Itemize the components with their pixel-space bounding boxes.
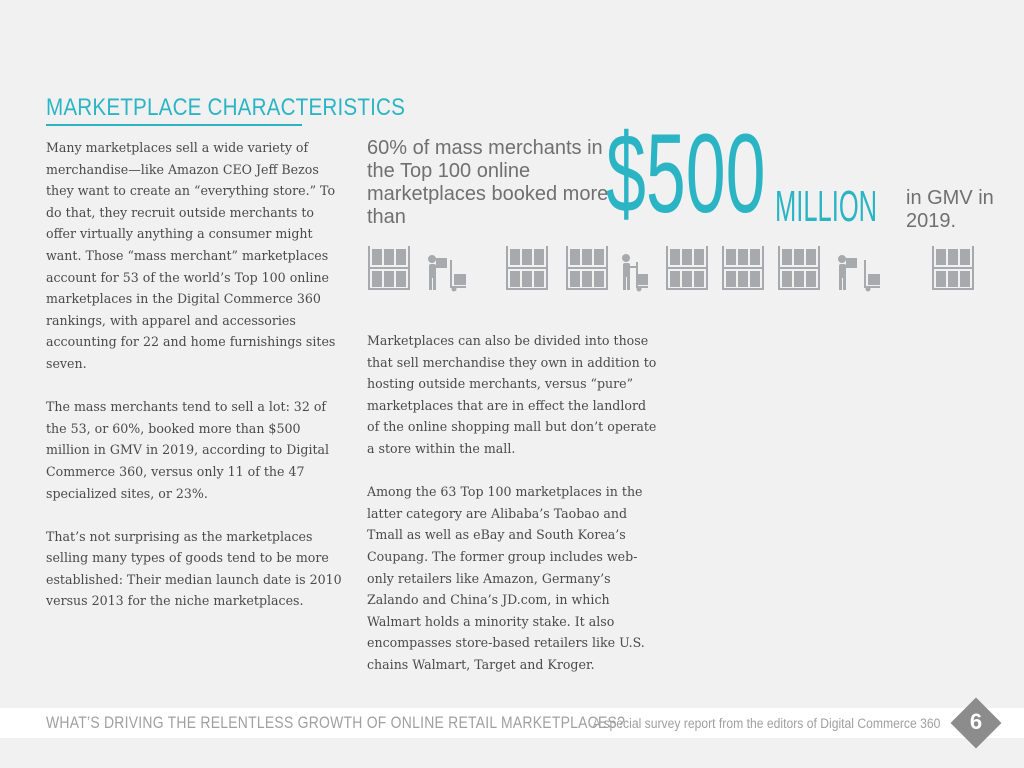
paragraph: Marketplaces can also be divided into those that sell merchandise they own in addition to hosting outside merchants, versus “pure” marketplaces that are in effect the landlord of the online shopping mall but don’t operate a store within the mall. — [367, 333, 657, 456]
section-title: MARKETPLACE CHARACTERISTICS — [46, 94, 406, 121]
stat-amount: $500 — [606, 111, 766, 236]
page-number-badge — [951, 698, 1001, 748]
left-column — [46, 137, 346, 634]
shelf-icon — [666, 246, 708, 290]
shelf-icon — [722, 246, 764, 290]
paragraph: The mass merchants tend to sell a lot: 32 of the 53, or 60%, booked more than $500 million in GMV in 2019, according to Digital Commerce 360, versus only 11 of the 47 specialized sites, or 23%. — [46, 399, 330, 501]
footer-credit: A special survey report from the editors of Digital Commerce 360 — [592, 716, 940, 731]
shelf-icon — [368, 246, 410, 290]
worker-carrying-box-icon — [428, 255, 447, 290]
worker-hand-truck-icon — [622, 254, 648, 292]
hand-truck-icon — [450, 260, 466, 292]
title-underline — [46, 124, 302, 126]
stat-tail-text: in GMV in 2019. — [906, 187, 994, 232]
shelf-icon — [506, 246, 548, 290]
shelf-icon — [566, 246, 608, 290]
stat-lead-text: 60% of mass merchants in the Top 100 online marketplaces booked more than — [367, 137, 609, 228]
footer-report-title: WHAT’S DRIVING THE RELENTLESS GROWTH OF ONLINE RETAIL MARKETPLACES? — [46, 713, 626, 732]
paragraph: Among the 63 Top 100 marketplaces in the latter category are Alibaba’s Taobao and Tmall as well as eBay and South Korea’s Coupang. The former group includes web-only retailers like Amazon, Germany’s Zalando and China’s JD.com, in which Walmart holds a minority stake. It also encompasses store-based retailers like U.S. chains Walmart, Target and Kroger. — [367, 484, 645, 672]
worker-carrying-box-icon — [838, 255, 857, 290]
shelf-icon — [932, 246, 974, 290]
shelf-icon — [778, 246, 820, 290]
stat-unit: MILLION — [775, 182, 878, 231]
middle-column — [367, 330, 657, 697]
paragraph: Many marketplaces sell a wide variety of merchandise—like Amazon CEO Jeff Bezos they want to create an “everything store.” To do that, they recruit outside merchants to offer virtually anything a consumer might want. Those “mass merchant” marketplaces account for 53 of the world’s Top 100 online marketplaces in the Digital Commerce 360 rankings, with apparel and accessories accounting for 22 and home furnishings sites seven. — [46, 140, 336, 371]
warehouse-illustration — [366, 244, 986, 292]
paragraph: That’s not surprising as the marketplaces selling many types of goods tend to be more established: Their median launch date is 2010 versus 2013 for the niche marketplaces. — [46, 528, 342, 609]
hand-truck-icon — [864, 260, 880, 292]
warehouse-icons — [366, 244, 986, 292]
page-number: 6 — [969, 709, 983, 734]
